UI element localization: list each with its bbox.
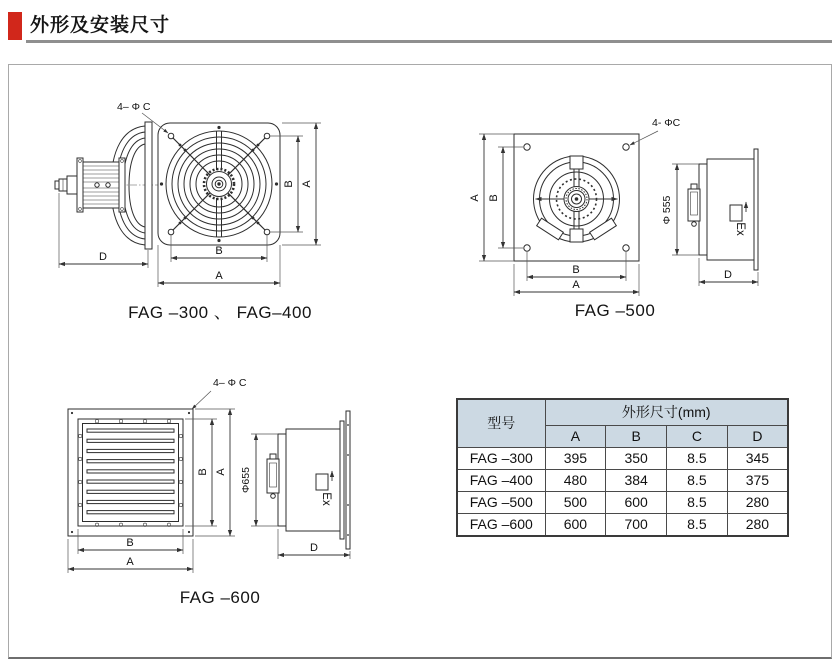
- fag600-dim-d: [278, 529, 350, 559]
- cell-b: 700: [606, 513, 667, 536]
- header-rule: [26, 40, 832, 43]
- cell-a: 600: [545, 513, 606, 536]
- cell-c: 8.5: [667, 469, 728, 491]
- ex-label: Ex: [320, 492, 332, 506]
- table-row: [457, 513, 788, 536]
- fag600-junction-box: [267, 454, 279, 498]
- cell-b: 384: [606, 469, 667, 491]
- cell-model: FAG –600: [457, 513, 545, 536]
- cell-a: 395: [545, 447, 606, 469]
- hole-callout-label: 4- ΦC: [652, 117, 681, 129]
- col-header-a: A: [545, 425, 606, 447]
- dim-label-b: B: [283, 180, 295, 188]
- dim-label-a: A: [572, 279, 580, 291]
- cell-model: FAG –400: [457, 469, 545, 491]
- cell-a: 500: [545, 491, 606, 513]
- fag500-junction-box: [688, 184, 700, 226]
- dim-label-a: A: [215, 468, 227, 476]
- cell-b: 350: [606, 447, 667, 469]
- fag600-side-view: [240, 411, 350, 559]
- dim-label-a: A: [301, 180, 313, 188]
- col-header-d: D: [727, 425, 788, 447]
- hole-callout-label: 4– Φ C: [213, 377, 247, 389]
- fag500-front-view: [469, 117, 681, 296]
- dim-label-b: B: [126, 537, 134, 549]
- dim-label-b: B: [572, 264, 580, 276]
- table-header-row: [457, 399, 788, 425]
- dim-label-a: A: [126, 556, 134, 568]
- cell-c: 8.5: [667, 513, 728, 536]
- dimension-table: [456, 398, 789, 537]
- table-row: [457, 491, 788, 513]
- col-header-c: C: [667, 425, 728, 447]
- cell-c: 8.5: [667, 447, 728, 469]
- ex-label: Ex: [734, 222, 746, 236]
- dim-label-a: A: [469, 194, 481, 202]
- table-row: [457, 469, 788, 491]
- caption-fag600: FAG –600: [179, 588, 261, 607]
- dim-label-b: B: [488, 194, 500, 202]
- drawing-fag600: [45, 373, 385, 585]
- fag300-motor: [55, 158, 125, 212]
- drawing-fag500: [462, 98, 792, 298]
- fag500-hub: [564, 187, 589, 212]
- table-row: [457, 447, 788, 469]
- fag300-side-view: [55, 122, 158, 268]
- dim-label-d: D: [310, 542, 318, 554]
- diameter-label: Φ 555: [661, 195, 673, 225]
- cell-d: 280: [727, 513, 788, 536]
- cell-a: 480: [545, 469, 606, 491]
- col-header-model: 型号: [457, 399, 545, 447]
- fag500-side-view: [661, 149, 758, 286]
- dim-label-d: D: [99, 251, 107, 263]
- diameter-label: Φ655: [240, 467, 252, 493]
- cell-d: 280: [727, 491, 788, 513]
- dim-label-b: B: [197, 468, 209, 476]
- dim-label-d: D: [724, 269, 732, 281]
- caption-fag300-400: FAG –300 、 FAG–400: [128, 303, 312, 322]
- fag600-front-view: [68, 377, 247, 573]
- page-title: 外形及安装尺寸: [30, 15, 171, 36]
- cell-b: 600: [606, 491, 667, 513]
- section-accent-block: [8, 12, 22, 40]
- cell-c: 8.5: [667, 491, 728, 513]
- fag500-dim-d: [699, 258, 758, 286]
- drawing-fag300-400: [45, 88, 395, 296]
- dim-label-a: A: [215, 270, 223, 282]
- cell-d: 345: [727, 447, 788, 469]
- cell-model: FAG –300: [457, 447, 545, 469]
- col-header-group: 外形尺寸(mm): [545, 399, 788, 425]
- cell-model: FAG –500: [457, 491, 545, 513]
- hole-callout-label: 4– Φ C: [117, 101, 151, 113]
- col-header-b: B: [606, 425, 667, 447]
- dim-label-b: B: [215, 245, 223, 257]
- cell-d: 375: [727, 469, 788, 491]
- caption-fag500: FAG –500: [574, 301, 656, 320]
